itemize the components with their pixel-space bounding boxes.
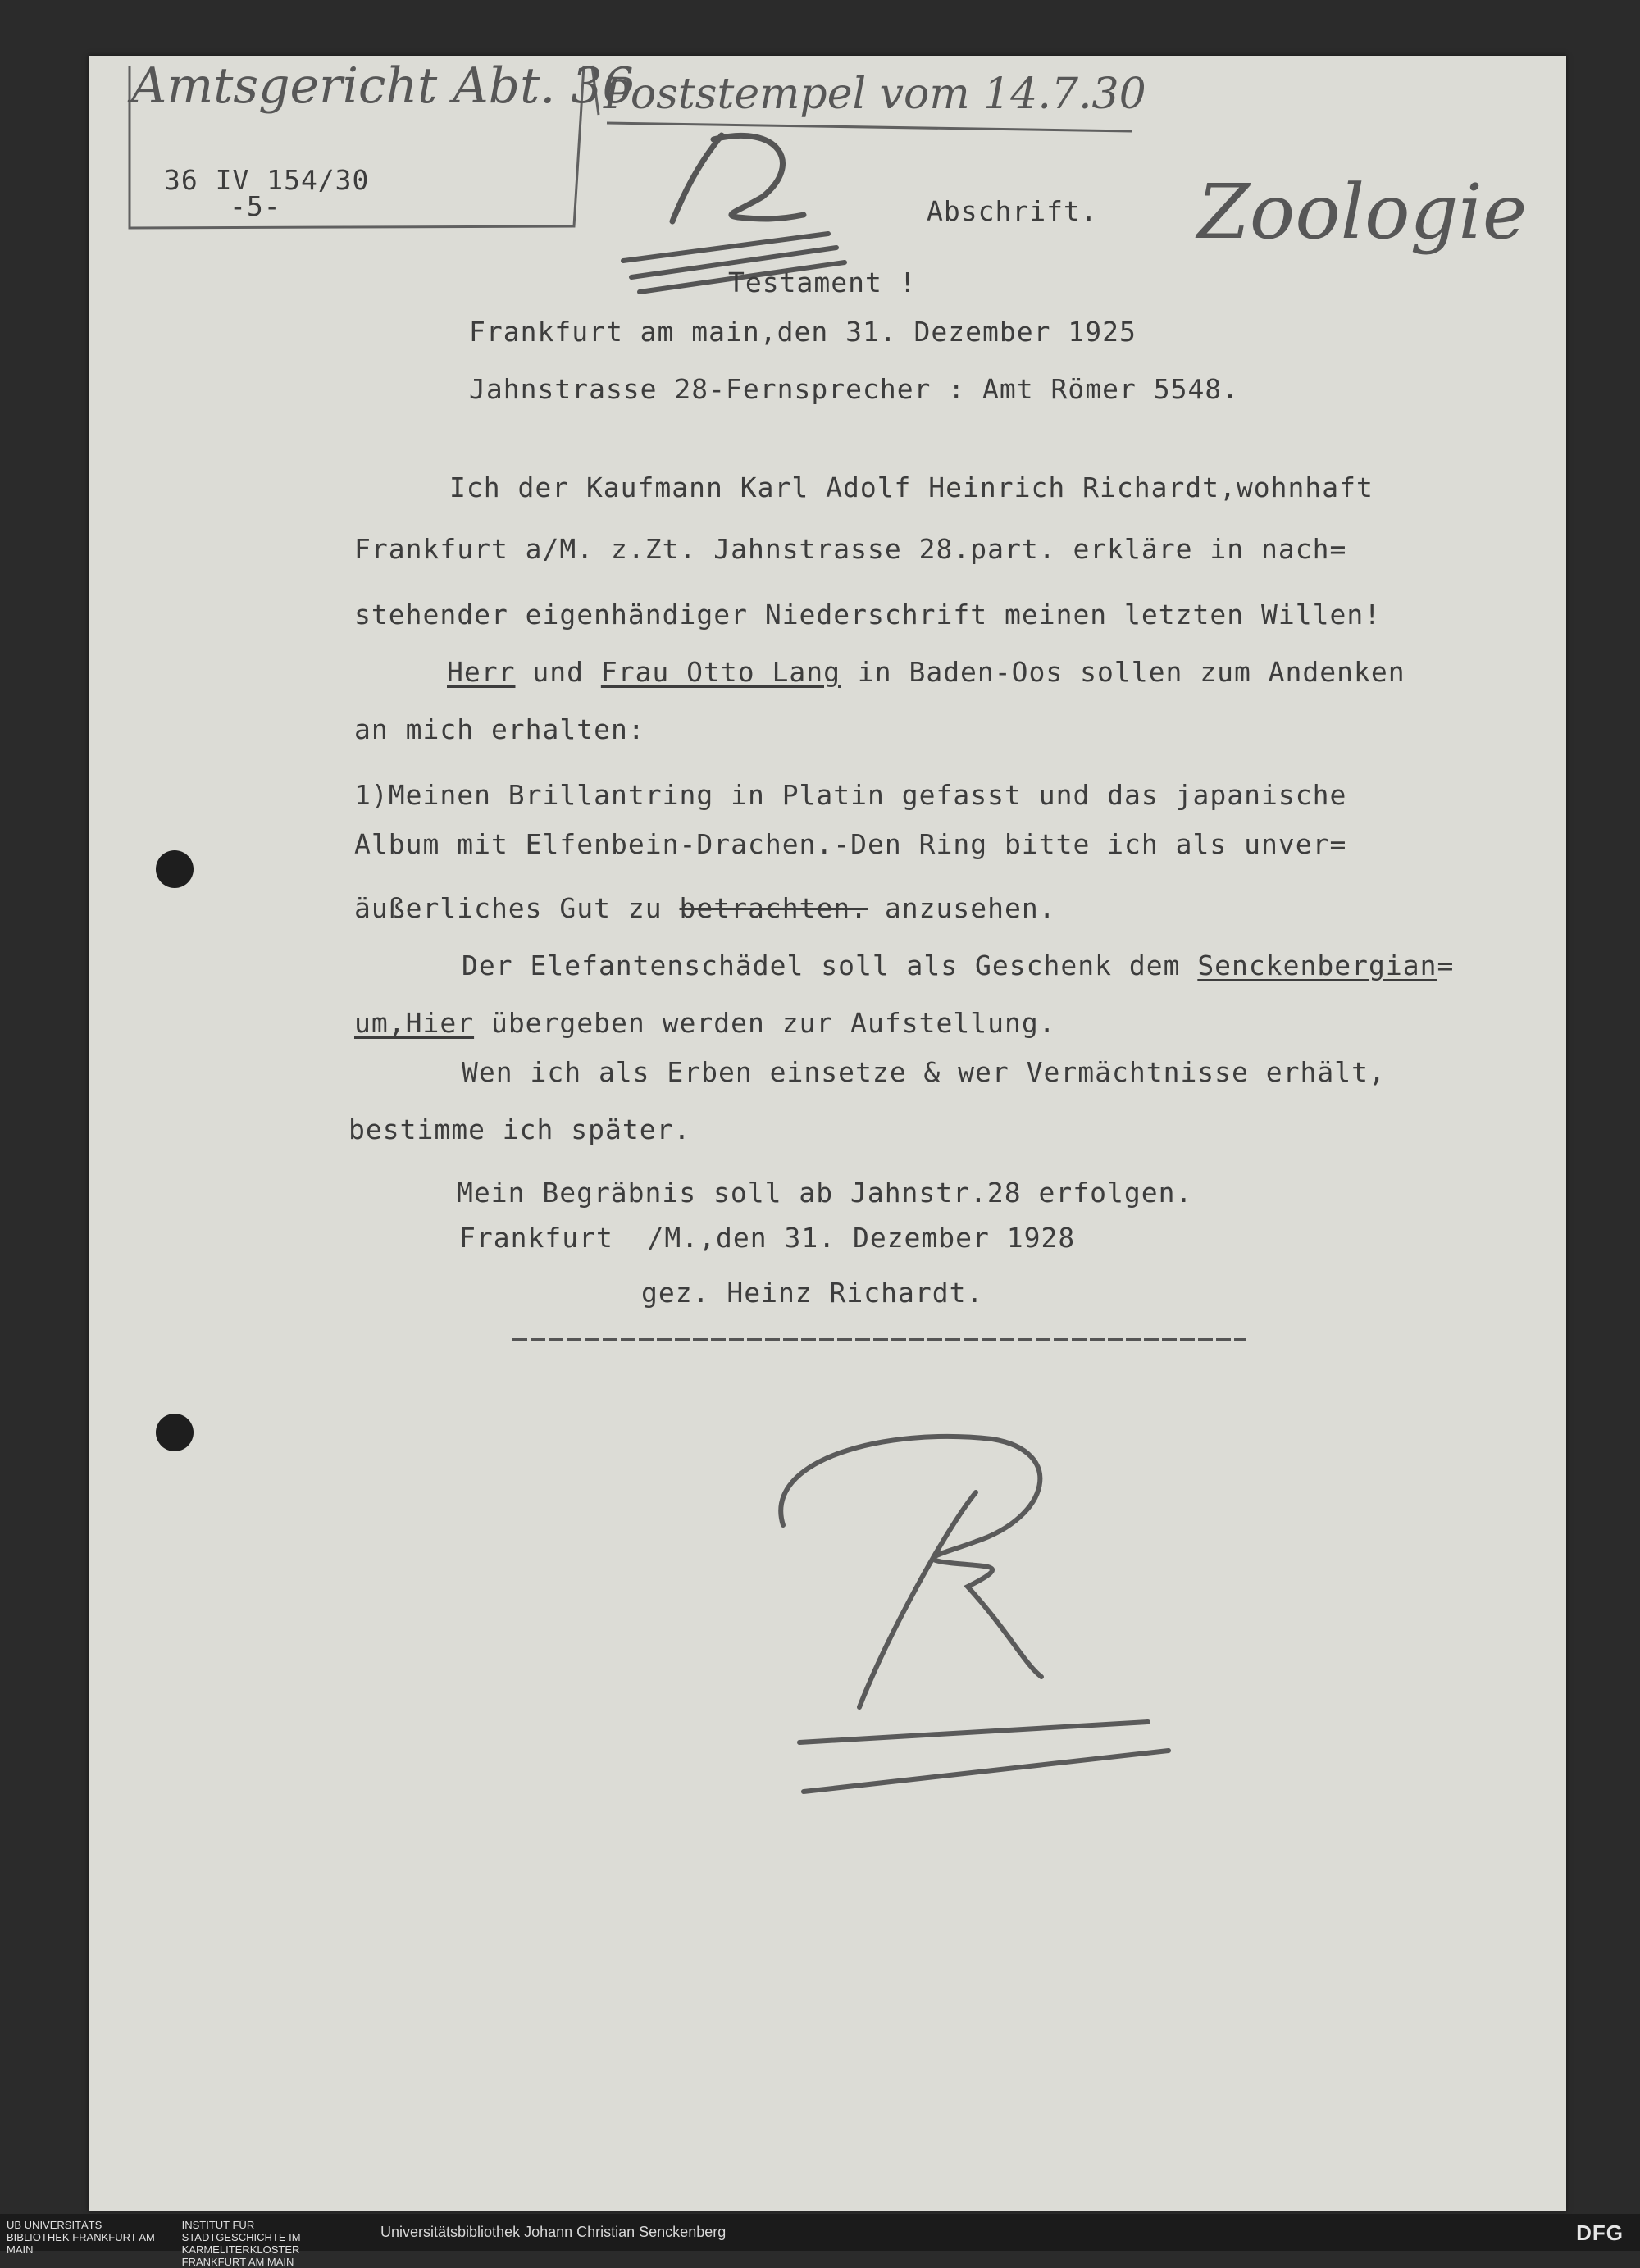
um-hier-word: um,Hier bbox=[354, 1007, 475, 1039]
court-annotation: Amtsgericht Abt. 36 bbox=[131, 57, 634, 115]
place-date: Frankfurt am main,den 31. Dezember 1925 bbox=[469, 316, 1137, 348]
paragraph-3-line-2-rest: übergeben werden zur Aufstellung. bbox=[474, 1007, 1056, 1039]
postmark-annotation: Poststempel vom 14.7.30 bbox=[604, 70, 1146, 119]
item-1-line-2: Album mit Elfenbein-Drachen.-Den Ring bitte ich als unver= bbox=[354, 828, 1347, 860]
paragraph-3-middle: schädel soll als Geschenk dem bbox=[684, 950, 1198, 981]
footer-bar bbox=[0, 2214, 1640, 2268]
document-title: Testament ! bbox=[728, 266, 917, 298]
und-text: und bbox=[515, 656, 601, 688]
address-line: Jahnstrasse 28-Fernsprecher : Amt Römer 5548. bbox=[469, 373, 1240, 405]
paragraph-2-line-2: an mich erhalten: bbox=[354, 713, 645, 745]
item-1-line-3-end: anzusehen. bbox=[868, 892, 1056, 924]
institution-logos bbox=[7, 2219, 346, 2268]
senckenberg-word: Senckenbergian bbox=[1197, 950, 1437, 981]
ub-logo-text: UB UNIVERSITÄTS BIBLIOTHEK FRANKFURT AM MAIN bbox=[7, 2219, 155, 2256]
footer-credit: Universitätsbibliothek Johann Christian Senckenberg bbox=[380, 2224, 727, 2240]
file-number: 36 IV 154/30 bbox=[164, 164, 370, 196]
paragraph-1-line-3: stehender eigenhändiger Niederschrift meinen letzten Willen! bbox=[354, 599, 1382, 631]
institut-logo-text: INSTITUT FÜR STADTGESCHICHTE IM KARMELITERKLOSTER FRANKFURT AM MAIN bbox=[181, 2219, 301, 2268]
dfg-logo: DFG bbox=[1576, 2220, 1624, 2245]
subject-annotation: Zoologie bbox=[1197, 168, 1528, 256]
paragraph-4-line-1: Wen ich als Erben einsetze & wer Vermächtnisse erhält, bbox=[462, 1056, 1386, 1088]
elephant-word: Der Elefanten bbox=[462, 950, 685, 981]
paragraph-1-line-2: Frankfurt a/M. z.Zt. Jahnstrasse 28.part. erkläre in nach= bbox=[354, 533, 1347, 565]
struck-word: betrachten. bbox=[679, 892, 868, 924]
item-1-line-3-start: äußerliches Gut zu bbox=[354, 892, 680, 924]
frau-lang-text: Frau Otto Lang bbox=[600, 656, 840, 688]
signature-line: gez. Heinz Richardt. bbox=[641, 1277, 984, 1309]
item-1-line-1: 1)Meinen Brillantring in Platin gefasst und das japanische bbox=[354, 779, 1347, 811]
paragraph-1-line-1: Ich der Kaufmann Karl Adolf Heinrich Richardt,wohnhaft bbox=[449, 471, 1374, 503]
burial-line: Mein Begräbnis soll ab Jahnstr.28 erfolgen. bbox=[457, 1177, 1193, 1209]
copy-label: Abschrift. bbox=[927, 195, 1098, 227]
closing-place-date: Frankfurt /M.,den 31. Dezember 1928 bbox=[459, 1222, 1076, 1254]
paragraph-2-rest: in Baden-Oos sollen zum Andenken bbox=[840, 656, 1405, 688]
file-subnumber: -5- bbox=[230, 190, 281, 222]
paragraph-4-line-2: bestimme ich später. bbox=[348, 1114, 691, 1145]
paragraph-3-hyphen: = bbox=[1437, 950, 1455, 981]
herr-text: Herr bbox=[447, 656, 516, 688]
